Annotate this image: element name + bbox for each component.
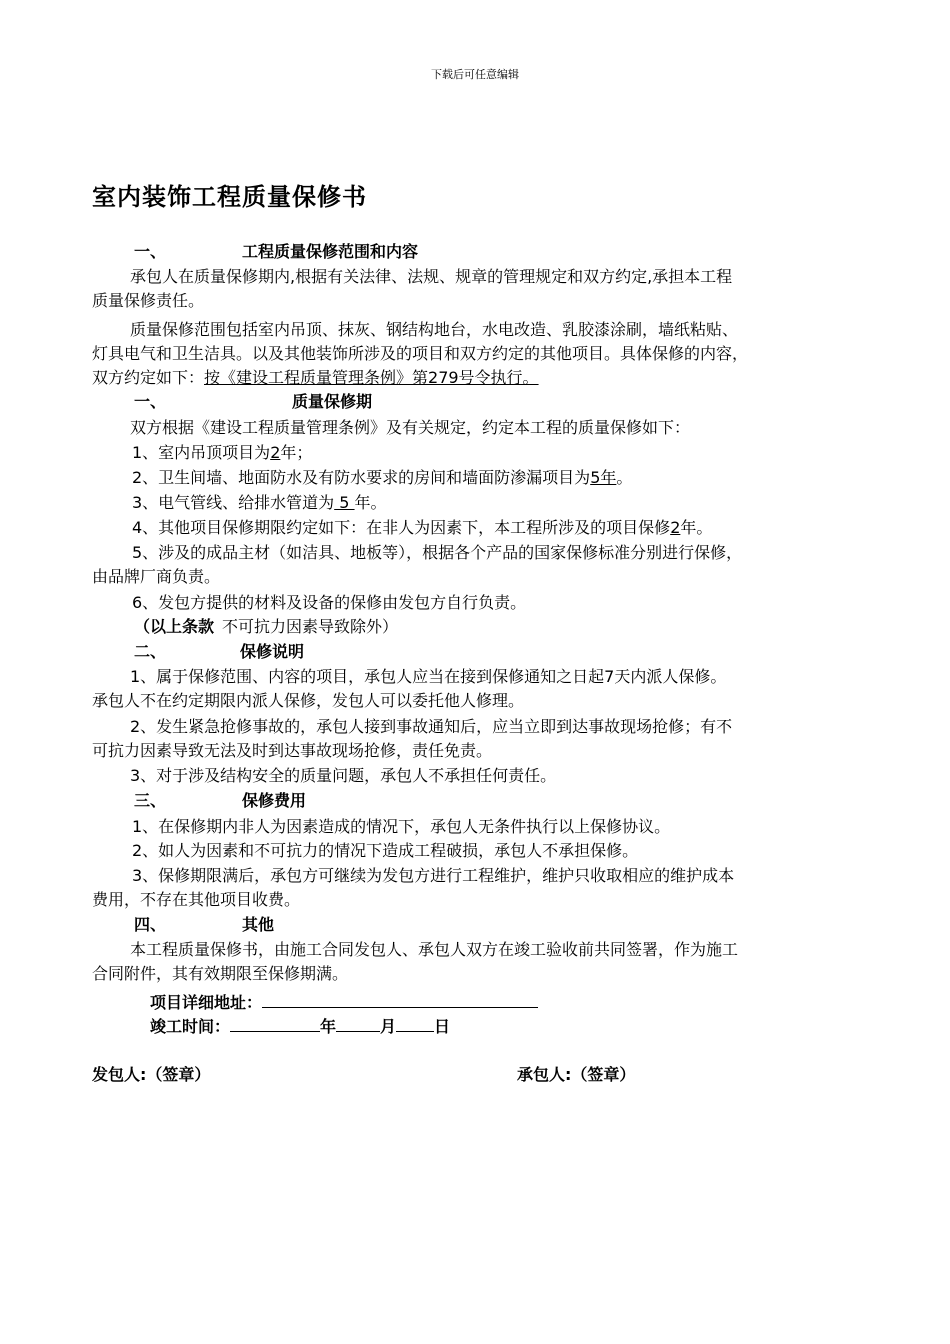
list-item-continued: 承包人不在约定期限内派人保修，发包人可以委托他人修理。 xyxy=(92,691,525,710)
section-heading-other xyxy=(92,913,872,937)
list-item: 6、发包方提供的材料及设备的保修由发包方自行负责。 xyxy=(132,593,527,612)
list-item xyxy=(92,466,912,490)
text-span: 2、卫生间墙、地面防水及有防水要求的房间和墙面防渗漏项目为 xyxy=(132,468,591,487)
month-blank[interactable] xyxy=(336,1013,380,1032)
section-heading-instructions xyxy=(92,640,872,664)
text-span: 3、电气管线、给排水管道为 xyxy=(132,493,335,512)
paragraph-line: 灯具电气和卫生洁具。以及其他装饰所涉及的项目和双方约定的其他项目。具体保修的内容， xyxy=(92,344,749,363)
month-label: 月 xyxy=(380,1017,397,1036)
section-heading-period xyxy=(92,390,872,414)
page-header: 下载后可任意编辑 xyxy=(431,68,519,81)
underlined-value: 2 xyxy=(270,443,281,462)
underlined-value: 2 xyxy=(670,518,681,537)
section-heading-fees xyxy=(92,789,872,813)
paragraph-line: 质量保修范围包括室内吊顶、抹灰、钢结构地台，水电改造、乳胶漆涂刷，墙纸粘贴、 xyxy=(130,320,739,339)
list-item: 1、在保修期内非人为因素造成的情况下，承包人无条件执行以上保修协议。 xyxy=(132,817,671,836)
underlined-value: 5 xyxy=(334,493,355,512)
text-span: 。 xyxy=(616,468,633,487)
paragraph-line: 质量保修责任。 xyxy=(92,291,205,310)
section-number: 三、 xyxy=(134,791,167,810)
underlined-value: 5年 xyxy=(590,468,617,487)
paragraph-line: 双方根据《建设工程质量管理条例》及有关规定，约定本工程的质量保修如下： xyxy=(130,418,691,437)
list-item-continued: 费用，不存在其他项目收费。 xyxy=(92,890,301,909)
section-number: 二、 xyxy=(134,642,167,661)
list-item-continued: 可抗力因素导致无法及时到达事故现场抢修，责任免责。 xyxy=(92,741,493,760)
employer-signature: 发包人:（签章） xyxy=(92,1065,211,1084)
document-title: 室内装饰工程质量保修书 xyxy=(92,183,367,211)
section-number: 一、 xyxy=(134,392,167,411)
list-item xyxy=(92,491,912,515)
section-title: 保修说明 xyxy=(240,642,305,661)
day-blank[interactable] xyxy=(396,1013,434,1032)
section-title: 质量保修期 xyxy=(292,392,373,411)
paragraph-line xyxy=(92,366,872,390)
section-title: 其他 xyxy=(242,915,275,934)
section-number: 四、 xyxy=(134,915,167,934)
text-span: 年。 xyxy=(680,518,713,537)
list-item: 3、保修期限满后，承包方可继续为发包方进行工程维护，维护只收取相应的维护成本 xyxy=(132,866,735,885)
year-label: 年 xyxy=(320,1017,337,1036)
text-span: 年； xyxy=(280,443,313,462)
list-item: 2、发生紧急抢修事故的，承包人接到事故通知后，应当立即到达事故现场抢修；有不 xyxy=(130,717,733,736)
day-label: 日 xyxy=(434,1017,451,1036)
address-blank[interactable] xyxy=(262,989,538,1008)
address-field-row xyxy=(92,989,930,1015)
section-number: 一、 xyxy=(134,242,167,261)
contractor-signature: 承包人:（签章） xyxy=(517,1065,636,1084)
note-text: 不可抗力因素导致除外） xyxy=(222,617,399,636)
paragraph-line: 承包人在质量保修期内,根据有关法律、法规、规章的管理规定和双方约定,承担本工程 xyxy=(130,267,733,286)
date-label: 竣工时间： xyxy=(150,1017,231,1036)
text-span: 1、室内吊顶项目为 xyxy=(132,443,271,462)
text-span: 4、其他项目保修期限约定如下：在非人为因素下，本工程所涉及的项目保修 xyxy=(132,518,671,537)
paragraph-line: 本工程质量保修书，由施工合同发包人、承包人双方在竣工验收前共同签署，作为施工 xyxy=(130,940,739,959)
section-heading-scope xyxy=(92,240,872,264)
list-item xyxy=(92,516,912,540)
text-span: 双方约定如下： xyxy=(92,368,205,387)
list-item: 3、对于涉及结构安全的质量问题，承包人不承担任何责任。 xyxy=(130,766,557,785)
underlined-text: 按《建设工程质量管理条例》第279号令执行。 xyxy=(204,368,539,387)
list-item: 5、涉及的成品主材（如洁具、地板等），根据各个产品的国家保修标准分别进行保修， xyxy=(132,543,743,562)
section-title: 工程质量保修范围和内容 xyxy=(242,242,419,261)
note-label: （以上条款 xyxy=(134,617,215,636)
list-item xyxy=(92,441,912,465)
note xyxy=(92,615,914,639)
list-item: 1、属于保修范围、内容的项目，承包人应当在接到保修通知之日起7天内派人保修。 xyxy=(130,667,727,686)
section-title: 保修费用 xyxy=(242,791,307,810)
signature-row xyxy=(92,1063,872,1087)
text-span: 年。 xyxy=(354,493,387,512)
address-label: 项目详细地址： xyxy=(150,993,263,1012)
list-item: 2、如人为因素和不可抗力的情况下造成工程破损，承包人不承担保修。 xyxy=(132,841,639,860)
year-blank[interactable] xyxy=(230,1013,320,1032)
paragraph-line: 合同附件，其有效期限至保修期满。 xyxy=(92,964,349,983)
list-item-continued: 由品牌厂商负责。 xyxy=(92,567,221,586)
completion-date-row xyxy=(92,1013,930,1039)
